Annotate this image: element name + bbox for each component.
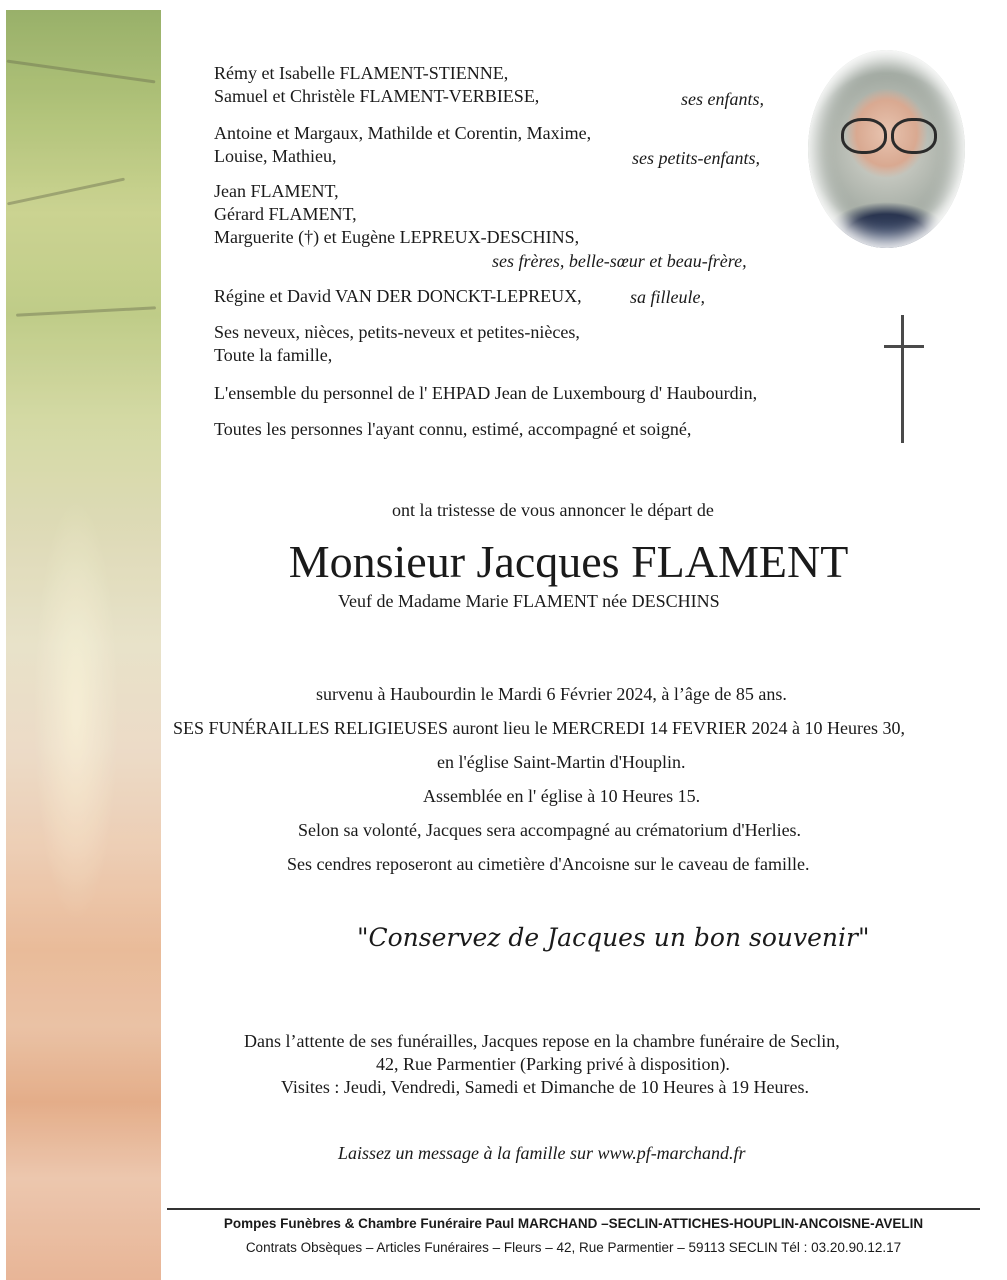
family-line: Régine et David VAN DER DONCKT-LEPREUX, [214,286,582,306]
visit-line: Dans l’attente de ses funérailles, Jacques repose en la chambre funéraire de Seclin, [244,1031,840,1051]
detail-line: Ses cendres reposeront au cimetière d'Ancoisne sur le caveau de famille. [287,854,810,874]
family-role: ses petits-enfants, [632,148,760,168]
family-line: Gérard FLAMENT, [214,204,357,224]
family-line: Jean FLAMENT, [214,181,339,201]
family-line: Ses neveux, nièces, petits-neveux et petites-nièces, [214,322,580,342]
visit-line: Visites : Jeudi, Vendredi, Samedi et Dimanche de 10 Heures à 19 Heures. [281,1077,809,1097]
announce-text: ont la tristesse de vous annoncer le départ de [392,500,714,520]
branch-decor [16,306,156,316]
family-role: sa filleule, [630,287,705,307]
glasses-left [841,118,887,154]
portrait-photo [808,50,965,248]
branch-decor [7,60,156,84]
detail-line: survenu à Haubourdin le Mardi 6 Février 2024, à l’âge de 85 ans. [316,684,787,704]
deceased-name: Monsieur Jacques FLAMENT [288,536,849,587]
family-line: Louise, Mathieu, [214,146,337,166]
detail-line: SES FUNÉRAILLES RELIGIEUSES auront lieu le MERCREDI 14 FEVRIER 2024 à 10 Heures 30, [173,718,905,738]
deceased-subtitle: Veuf de Madame Marie FLAMENT née DESCHINS [338,591,720,611]
family-line: Samuel et Christèle FLAMENT-VERBIESE, [214,86,540,106]
family-line: Marguerite (†) et Eugène LEPREUX-DESCHINS, [214,227,580,247]
detail-line: Selon sa volonté, Jacques sera accompagné au crématorium d'Herlies. [298,820,802,840]
cross-icon [901,315,904,443]
family-role: ses frères, belle-sœur et beau-frère, [492,251,747,271]
branch-decor [7,178,125,206]
visit-line: 42, Rue Parmentier (Parking privé à disposition). [376,1054,730,1074]
glasses-right [891,118,937,154]
detail-line: en l'église Saint-Martin d'Houplin. [437,752,686,772]
family-line: Antoine et Margaux, Mathilde et Corentin, Maxime, [214,123,592,143]
footer-contact: Contrats Obsèques – Articles Funéraires – Fleurs – 42, Rue Parmentier – 59113 SECLIN Tél : 03.20.90.12.17 [245,1240,902,1255]
footer-company: Pompes Funèbres & Chambre Funéraire Paul MARCHAND –SECLIN-ATTICHES-HOUPLIN-ANCOISNE-AVELIN [223,1216,924,1231]
family-line: Toutes les personnes l'ayant connu, estimé, accompagné et soigné, [214,419,692,439]
footer-divider [167,1208,980,1210]
forest-path-photo [6,10,161,1280]
family-line: Toute la famille, [214,345,333,365]
detail-line: Assemblée en l' église à 10 Heures 15. [423,786,701,806]
condolence-message-link[interactable]: Laissez un message à la famille sur www.pf-marchand.fr [338,1143,746,1163]
family-role: ses enfants, [681,89,764,109]
cross-icon-bar [884,345,924,348]
family-line: L'ensemble du personnel de l' EHPAD Jean de Luxembourg d' Haubourdin, [214,383,758,403]
family-line: Rémy et Isabelle FLAMENT-STIENNE, [214,63,509,83]
memorial-quote: "Conservez de Jacques un bon souvenir" [357,923,870,952]
